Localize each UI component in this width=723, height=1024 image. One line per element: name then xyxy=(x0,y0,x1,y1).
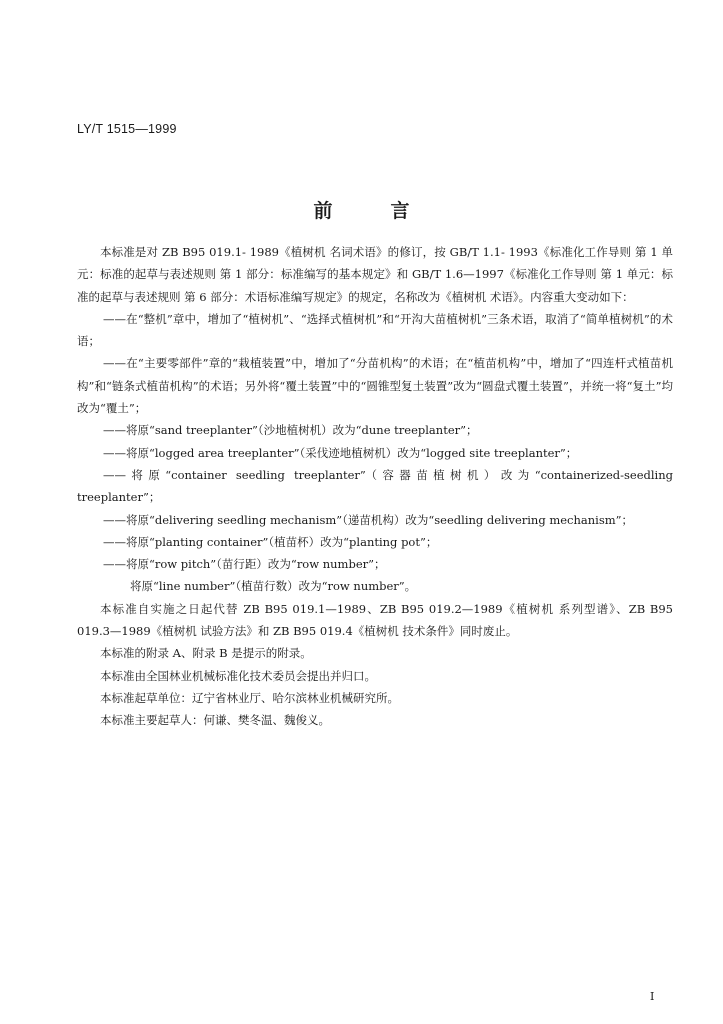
change-item-logged: ——将原“logged area treeplanter”（采伐迹地植树机）改为“logged site treeplanter”； xyxy=(103,445,578,460)
foreword-body xyxy=(77,241,673,732)
change-item-delivering: ——将原“delivering seedling mechanism”（递苗机构）改为“seedling delivering mechanism”； xyxy=(103,512,634,527)
replacement-paragraph: 本标准自实施之日起代替 ZB B95 019.1—1989、ZB B95 019.2—1989《植树机 系列型谱》、ZB B95 019.3—1989《植树机 试验方法》和 ZB B95 019.4《植树机 技术条件》同时废止。 xyxy=(77,601,673,639)
drafters-paragraph: 本标准主要起草人：何谦、樊冬温、魏俊义。 xyxy=(100,713,330,728)
appendix-paragraph: 本标准的附录 A、附录 B 是提示的附录。 xyxy=(100,646,312,661)
page-number: I xyxy=(650,990,655,1003)
standard-number: LY/T 1515—1999 xyxy=(77,122,177,136)
change-item-line-number: 将原“line number”（植苗行数）改为“row number”。 xyxy=(130,579,417,594)
change-item-planting-pot: ——将原“planting container”（植苗杯）改为“planting pot”； xyxy=(103,534,438,549)
change-item-components: ——在“主要零部件”章的“栽植装置”中，增加了“分苗机构”的术语；在“植苗机构”中，增加了“四连杆式植苗机构”和“链条式植苗机构”的术语；另外将“覆土装置”中的“圆锥型复土装置”改为“圆盘式覆土装置”，并统一将“复土”均改为“覆土”； xyxy=(77,356,673,416)
page-title: 前言 xyxy=(313,200,468,222)
change-item-row-pitch: ——将原“row pitch”（苗行距）改为“row number”； xyxy=(103,557,386,572)
change-item-sand: ——将原“sand treeplanter”（沙地植树机）改为“dune treeplanter”； xyxy=(103,423,478,438)
change-item-machines: ——在“整机”章中，增加了“植树机”、“选择式植树机”和“开沟大苗植树机”三条术语，取消了“简单植树机”的术语； xyxy=(77,311,673,349)
drafting-units-paragraph: 本标准起草单位：辽宁省林业厅、哈尔滨林业机械研究所。 xyxy=(100,690,399,705)
change-item-container: ——将原“container seedling treeplanter”（容器苗植树机）改为“containerized-seedling treeplanter”； xyxy=(77,467,673,505)
intro-paragraph: 本标准是对 ZB B95 019.1- 1989《植树机 名词术语》的修订，按 GB/T 1.1- 1993《标准化工作导则 第 1 单元：标准的起草与表述规则 第 1 部分：标准编写的基本规定》和 GB/T 1.6—1997《标准化工作导则 第 1 单元：标准的起草与表述规则 第 6 部分：术语标准编写规定》的规定，名称改为《植树机 术语》。内容重大变动如下： xyxy=(77,245,673,304)
proposer-paragraph: 本标准由全国林业机械标准化技术委员会提出并归口。 xyxy=(100,668,376,683)
